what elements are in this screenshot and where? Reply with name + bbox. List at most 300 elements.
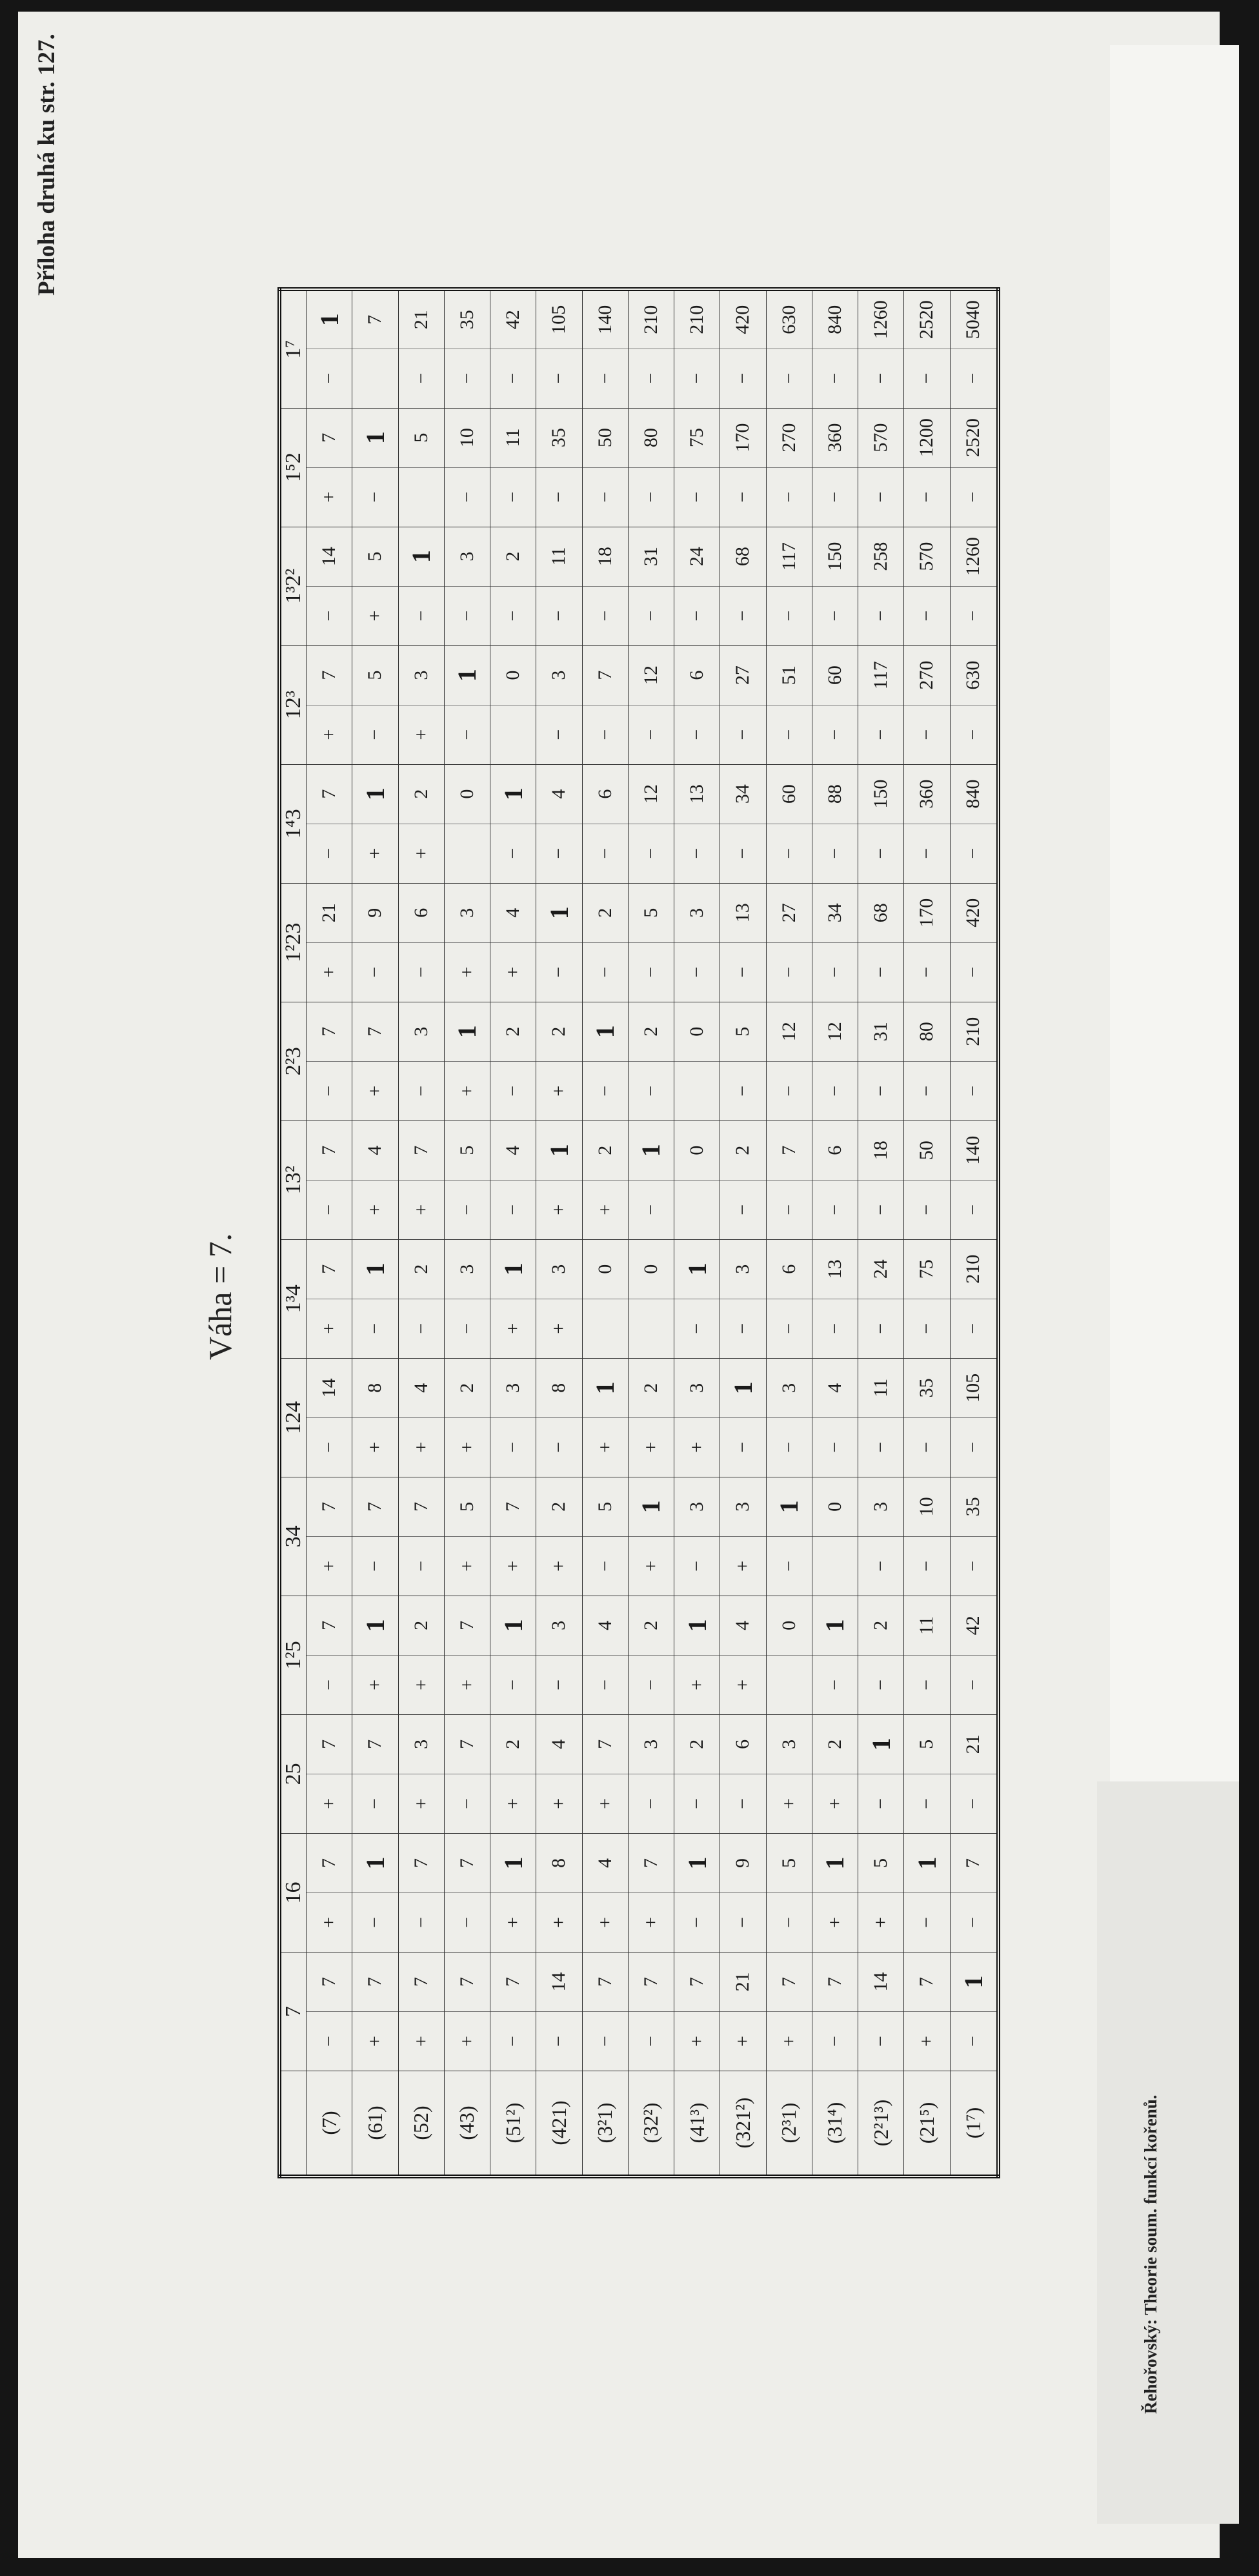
sign-cell: −: [628, 1655, 674, 1714]
value-cell: 2: [490, 1002, 536, 1061]
sign-cell: −: [307, 1655, 352, 1714]
value-cell: 105: [536, 289, 582, 349]
value-cell: 7: [674, 1952, 720, 2011]
sign-cell: −: [858, 942, 904, 1002]
row-label: (41³): [674, 2071, 720, 2177]
value-cell: 13: [720, 883, 766, 942]
value-cell: 42: [950, 1596, 998, 1655]
sign-cell: −: [352, 942, 398, 1002]
value-cell: 7: [352, 1952, 398, 2011]
sign-cell: +: [536, 1774, 582, 1833]
sign-cell: +: [490, 1536, 536, 1596]
column-header: 1²23: [279, 883, 307, 1002]
value-cell: 3: [674, 1477, 720, 1536]
sign-cell: +: [490, 942, 536, 1002]
value-cell: 1: [490, 1596, 536, 1655]
value-cell: 60: [812, 645, 858, 705]
sign-cell: −: [812, 2011, 858, 2071]
sign-cell: −: [628, 1180, 674, 1239]
sign-cell: −: [536, 2011, 582, 2071]
sign-cell: +: [444, 942, 490, 1002]
value-cell: 4: [398, 1358, 444, 1417]
value-cell: 9: [720, 1833, 766, 1892]
sign-cell: −: [490, 2011, 536, 2071]
value-cell: 2: [490, 1714, 536, 1774]
value-cell: 11: [904, 1596, 950, 1655]
sign-cell: −: [582, 824, 628, 883]
sign-cell: −: [398, 1299, 444, 1358]
value-cell: 7: [307, 1952, 352, 2011]
value-cell: 2: [398, 764, 444, 824]
value-cell: 7: [628, 1833, 674, 1892]
value-cell: 31: [628, 527, 674, 586]
value-cell: 2: [858, 1596, 904, 1655]
value-cell: 1: [352, 1239, 398, 1299]
sign-cell: −: [582, 1655, 628, 1714]
value-cell: 6: [674, 645, 720, 705]
sign-cell: −: [766, 1299, 812, 1358]
sign-cell: [490, 705, 536, 764]
sign-cell: −: [536, 1417, 582, 1477]
value-cell: 7: [766, 1121, 812, 1180]
sign-cell: −: [582, 942, 628, 1002]
sign-cell: −: [858, 824, 904, 883]
value-cell: 3: [720, 1239, 766, 1299]
value-cell: 13: [812, 1239, 858, 1299]
table-row: [950, 289, 998, 2176]
sign-cell: +: [444, 1061, 490, 1121]
value-cell: 21: [307, 883, 352, 942]
sign-cell: −: [582, 2011, 628, 2071]
value-cell: 2520: [950, 408, 998, 467]
value-cell: 7: [904, 1952, 950, 2011]
value-cell: 88: [812, 764, 858, 824]
value-cell: 150: [812, 527, 858, 586]
value-cell: 7: [582, 1714, 628, 1774]
value-cell: 7: [582, 1952, 628, 2011]
value-cell: 27: [720, 645, 766, 705]
value-cell: 7: [352, 1002, 398, 1061]
row-label: (52): [398, 2071, 444, 2177]
sign-cell: −: [812, 467, 858, 527]
table-row: [628, 289, 674, 2176]
value-cell: 5: [352, 645, 398, 705]
sign-cell: −: [628, 1061, 674, 1121]
value-cell: 8: [536, 1358, 582, 1417]
sign-cell: +: [674, 2011, 720, 2071]
sign-cell: −: [812, 1180, 858, 1239]
value-cell: 7: [307, 1002, 352, 1061]
value-cell: 840: [950, 764, 998, 824]
sign-cell: −: [720, 349, 766, 408]
sign-cell: −: [674, 824, 720, 883]
sign-cell: −: [766, 349, 812, 408]
value-cell: 34: [812, 883, 858, 942]
value-cell: 170: [720, 408, 766, 467]
sign-cell: +: [444, 1417, 490, 1477]
value-cell: 6: [720, 1714, 766, 1774]
value-cell: 3: [444, 527, 490, 586]
sign-cell: −: [628, 586, 674, 645]
row-label: (31⁴): [812, 2071, 858, 2177]
sign-cell: −: [766, 1892, 812, 1952]
value-cell: 34: [720, 764, 766, 824]
sign-cell: +: [536, 1061, 582, 1121]
sign-cell: −: [398, 1536, 444, 1596]
table-row: [858, 289, 904, 2176]
value-cell: 150: [858, 764, 904, 824]
value-cell: 840: [812, 289, 858, 349]
value-cell: 570: [858, 408, 904, 467]
table-row: [307, 289, 352, 2176]
value-cell: 1: [904, 1833, 950, 1892]
value-cell: 24: [674, 527, 720, 586]
value-cell: 7: [307, 1596, 352, 1655]
page-edge-strip: [1110, 45, 1239, 1788]
value-cell: 1: [628, 1477, 674, 1536]
value-cell: 0: [674, 1002, 720, 1061]
value-cell: 12: [628, 645, 674, 705]
value-cell: 7: [398, 1833, 444, 1892]
sign-cell: +: [628, 1417, 674, 1477]
sign-cell: +: [582, 1417, 628, 1477]
value-cell: 3: [444, 883, 490, 942]
value-cell: 8: [352, 1358, 398, 1417]
value-cell: 7: [398, 1477, 444, 1536]
value-cell: 0: [674, 1121, 720, 1180]
page-edge-strip-lower: [1097, 1781, 1239, 2524]
sign-cell: +: [536, 1536, 582, 1596]
value-cell: 1: [628, 1121, 674, 1180]
table-row: [398, 289, 444, 2176]
sign-cell: +: [398, 1655, 444, 1714]
value-cell: 117: [858, 645, 904, 705]
sign-cell: −: [950, 349, 998, 408]
sign-cell: [766, 1655, 812, 1714]
sign-cell: −: [307, 1180, 352, 1239]
rotated-table-container: [277, 287, 1000, 2178]
sign-cell: −: [812, 705, 858, 764]
value-cell: 7: [307, 1239, 352, 1299]
sign-cell: −: [307, 2011, 352, 2071]
value-cell: 7: [766, 1952, 812, 2011]
sign-cell: +: [352, 1061, 398, 1121]
sign-cell: +: [536, 1180, 582, 1239]
value-cell: 0: [490, 645, 536, 705]
value-cell: 270: [766, 408, 812, 467]
value-cell: 1: [307, 289, 352, 349]
value-cell: 7: [490, 1952, 536, 2011]
table-row: [904, 289, 950, 2176]
sign-cell: −: [490, 467, 536, 527]
sign-cell: −: [307, 586, 352, 645]
sign-cell: −: [352, 705, 398, 764]
column-header: 2²3: [279, 1002, 307, 1121]
sign-cell: −: [490, 349, 536, 408]
value-cell: 42: [490, 289, 536, 349]
sign-cell: +: [858, 1892, 904, 1952]
sign-cell: −: [720, 467, 766, 527]
value-cell: 140: [582, 289, 628, 349]
sign-cell: −: [582, 1061, 628, 1121]
value-cell: 630: [950, 645, 998, 705]
value-cell: 4: [536, 764, 582, 824]
sign-cell: −: [307, 349, 352, 408]
sign-cell: −: [352, 1536, 398, 1596]
value-cell: 1: [812, 1596, 858, 1655]
sign-cell: −: [950, 1299, 998, 1358]
sign-cell: +: [904, 2011, 950, 2071]
sign-cell: [674, 1061, 720, 1121]
row-label: (421): [536, 2071, 582, 2177]
sign-cell: −: [720, 705, 766, 764]
sign-cell: −: [674, 467, 720, 527]
value-cell: 7: [444, 1596, 490, 1655]
value-cell: 4: [490, 883, 536, 942]
sign-cell: −: [950, 1774, 998, 1833]
column-header: 25: [279, 1714, 307, 1833]
value-cell: 50: [582, 408, 628, 467]
sign-cell: −: [950, 1536, 998, 1596]
sign-cell: −: [858, 586, 904, 645]
sign-cell: +: [720, 1655, 766, 1714]
sign-cell: −: [904, 1536, 950, 1596]
sign-cell: +: [398, 824, 444, 883]
sign-cell: −: [444, 1892, 490, 1952]
value-cell: 14: [858, 1952, 904, 2011]
value-cell: 0: [812, 1477, 858, 1536]
sign-cell: −: [904, 1299, 950, 1358]
value-cell: 630: [766, 289, 812, 349]
sign-cell: +: [307, 705, 352, 764]
value-cell: 10: [444, 408, 490, 467]
value-cell: 7: [628, 1952, 674, 2011]
sign-cell: −: [766, 467, 812, 527]
sign-cell: −: [582, 705, 628, 764]
sign-cell: +: [307, 942, 352, 1002]
sign-cell: +: [307, 1299, 352, 1358]
table-row: [674, 289, 720, 2176]
sign-cell: −: [536, 586, 582, 645]
sign-cell: −: [307, 824, 352, 883]
value-cell: 1: [490, 1239, 536, 1299]
sign-cell: +: [352, 1417, 398, 1477]
sign-cell: −: [536, 942, 582, 1002]
sign-cell: +: [674, 1417, 720, 1477]
sign-cell: +: [307, 467, 352, 527]
value-cell: 2: [490, 527, 536, 586]
sign-cell: +: [398, 1180, 444, 1239]
value-cell: 13: [674, 764, 720, 824]
sign-cell: −: [766, 1180, 812, 1239]
sign-cell: [444, 824, 490, 883]
value-cell: 7: [307, 1714, 352, 1774]
sign-cell: +: [352, 2011, 398, 2071]
sign-cell: +: [444, 1655, 490, 1714]
value-cell: 3: [766, 1714, 812, 1774]
sign-cell: −: [950, 1892, 998, 1952]
sign-cell: −: [904, 705, 950, 764]
row-label: (2²1³): [858, 2071, 904, 2177]
value-cell: 18: [858, 1121, 904, 1180]
sign-cell: +: [444, 2011, 490, 2071]
value-cell: 3: [398, 645, 444, 705]
sign-cell: −: [950, 824, 998, 883]
sign-cell: −: [352, 1774, 398, 1833]
value-cell: 35: [904, 1358, 950, 1417]
sign-cell: +: [398, 1417, 444, 1477]
sign-cell: −: [582, 586, 628, 645]
value-cell: 4: [720, 1596, 766, 1655]
sign-cell: −: [674, 705, 720, 764]
sign-cell: +: [352, 586, 398, 645]
sign-cell: +: [812, 1774, 858, 1833]
column-header: 12³: [279, 645, 307, 764]
value-cell: 4: [812, 1358, 858, 1417]
value-cell: 7: [444, 1952, 490, 2011]
sign-cell: [352, 349, 398, 408]
table-row: [352, 289, 398, 2176]
value-cell: 2: [628, 1002, 674, 1061]
column-header: 1³4: [279, 1239, 307, 1358]
value-cell: 3: [766, 1358, 812, 1417]
sign-cell: [812, 1536, 858, 1596]
value-cell: 1: [858, 1714, 904, 1774]
sign-cell: [398, 467, 444, 527]
value-cell: 1: [674, 1833, 720, 1892]
sign-cell: −: [766, 705, 812, 764]
value-cell: 3: [720, 1477, 766, 1536]
column-header: 13²: [279, 1121, 307, 1239]
sign-cell: −: [766, 942, 812, 1002]
sign-cell: −: [950, 586, 998, 645]
sign-cell: −: [858, 1536, 904, 1596]
value-cell: 5: [582, 1477, 628, 1536]
sign-cell: −: [904, 1892, 950, 1952]
value-cell: 5: [766, 1833, 812, 1892]
value-cell: 7: [444, 1833, 490, 1892]
sign-cell: −: [307, 1061, 352, 1121]
value-cell: 7: [398, 1121, 444, 1180]
value-cell: 7: [307, 764, 352, 824]
sign-cell: −: [950, 942, 998, 1002]
sign-cell: −: [812, 1655, 858, 1714]
sign-cell: −: [904, 467, 950, 527]
value-cell: 2: [628, 1596, 674, 1655]
value-cell: 1: [444, 1002, 490, 1061]
value-cell: 2: [444, 1358, 490, 1417]
value-cell: 1: [536, 1121, 582, 1180]
value-cell: 7: [352, 289, 398, 349]
sign-cell: −: [812, 824, 858, 883]
value-cell: 75: [674, 408, 720, 467]
sign-cell: −: [536, 824, 582, 883]
sign-cell: −: [858, 1417, 904, 1477]
value-cell: 7: [582, 645, 628, 705]
sign-cell: +: [674, 1655, 720, 1714]
value-cell: 2: [582, 1121, 628, 1180]
sign-cell: −: [950, 2011, 998, 2071]
sign-cell: −: [766, 824, 812, 883]
sign-cell: −: [444, 1299, 490, 1358]
value-cell: 2: [536, 1002, 582, 1061]
sign-cell: [582, 1299, 628, 1358]
sign-cell: −: [307, 1417, 352, 1477]
sign-cell: +: [720, 1536, 766, 1596]
sign-cell: −: [812, 349, 858, 408]
value-cell: 6: [812, 1121, 858, 1180]
sign-cell: +: [490, 1774, 536, 1833]
sign-cell: −: [628, 824, 674, 883]
value-cell: 80: [628, 408, 674, 467]
value-cell: 50: [904, 1121, 950, 1180]
sign-cell: +: [307, 1892, 352, 1952]
sign-cell: [628, 1299, 674, 1358]
weight-table: [277, 287, 1000, 2178]
value-cell: 360: [812, 408, 858, 467]
sign-cell: −: [628, 467, 674, 527]
sign-cell: −: [628, 1774, 674, 1833]
column-header: 7: [279, 1952, 307, 2071]
value-cell: 7: [307, 1121, 352, 1180]
value-cell: 12: [766, 1002, 812, 1061]
sign-cell: −: [490, 1180, 536, 1239]
value-cell: 2: [674, 1714, 720, 1774]
value-cell: 420: [950, 883, 998, 942]
sign-cell: −: [674, 1774, 720, 1833]
sign-cell: −: [582, 349, 628, 408]
row-label: (51²): [490, 2071, 536, 2177]
column-header: 1⁷: [279, 289, 307, 408]
sign-cell: −: [720, 942, 766, 1002]
value-cell: 27: [766, 883, 812, 942]
sign-cell: −: [674, 1299, 720, 1358]
value-cell: 11: [858, 1358, 904, 1417]
sign-cell: −: [490, 1655, 536, 1714]
table-row: [444, 289, 490, 2176]
value-cell: 1: [536, 883, 582, 942]
value-cell: 21: [720, 1952, 766, 2011]
value-cell: 7: [307, 645, 352, 705]
value-cell: 2520: [904, 289, 950, 349]
sign-cell: −: [812, 1299, 858, 1358]
value-cell: 570: [904, 527, 950, 586]
sign-cell: −: [490, 1061, 536, 1121]
value-cell: 2: [720, 1121, 766, 1180]
sign-cell: −: [444, 1180, 490, 1239]
sign-cell: −: [536, 467, 582, 527]
value-cell: 10: [904, 1477, 950, 1536]
value-cell: 3: [490, 1358, 536, 1417]
value-cell: 9: [352, 883, 398, 942]
value-cell: 12: [628, 764, 674, 824]
value-cell: 2: [398, 1239, 444, 1299]
value-cell: 75: [904, 1239, 950, 1299]
value-cell: 1: [674, 1239, 720, 1299]
sign-cell: −: [904, 1774, 950, 1833]
value-cell: 80: [904, 1002, 950, 1061]
sign-cell: −: [858, 705, 904, 764]
sign-cell: −: [812, 1417, 858, 1477]
sign-cell: −: [766, 1061, 812, 1121]
sign-cell: −: [766, 586, 812, 645]
value-cell: 7: [307, 408, 352, 467]
value-cell: 68: [858, 883, 904, 942]
row-label: (43): [444, 2071, 490, 2177]
value-cell: 21: [950, 1714, 998, 1774]
sign-cell: −: [490, 586, 536, 645]
table-header-row: [279, 289, 307, 2176]
